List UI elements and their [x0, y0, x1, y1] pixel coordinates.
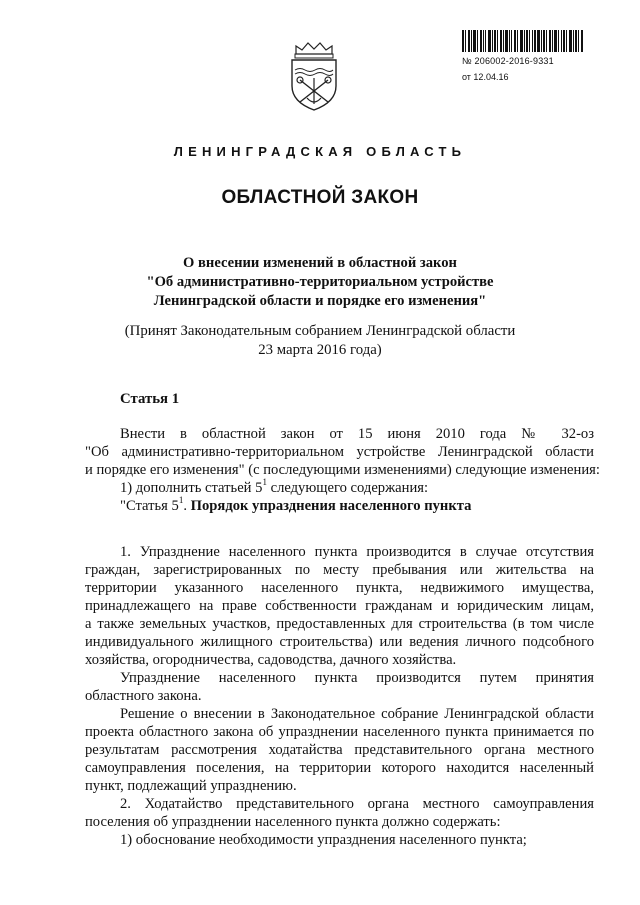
body-line: а также земельных участков, предоставленных для строительства (в том числе [85, 616, 594, 632]
body-line: принадлежащего на праве собственности гражданам и юридическим лицам, [85, 598, 594, 614]
new-article-heading [120, 497, 471, 515]
document-type: ОБЛАСТНОЙ ЗАКОН [221, 187, 419, 208]
amendment-item [120, 479, 428, 497]
barcode-icon [462, 30, 584, 52]
law-title [60, 254, 580, 311]
adoption-line: (Принят Законодательным собранием Ленинградской области [124, 323, 516, 339]
amendment-item-text: следующего содержания: [266, 480, 429, 496]
registration-number: № 206002-2016-9331 [462, 56, 554, 66]
superscript: 1 [178, 495, 184, 506]
body-line: областного закона. [85, 688, 202, 704]
new-article-dot: . [183, 498, 191, 514]
article-heading: Статья 1 [120, 391, 180, 407]
region-name: ЛЕНИНГРАДСКАЯ ОБЛАСТЬ [173, 144, 467, 159]
body-line: 1) обоснование необходимости упразднения населенного пункта; [120, 832, 527, 848]
leningrad-oblast-coat-of-arms-icon [286, 40, 342, 114]
body-line: "Об административно-территориальном устройстве Ленинградской области [85, 444, 594, 460]
law-title-line: О внесении изменений в областной закон [183, 255, 457, 271]
adoption-note [60, 322, 580, 360]
body-line: индивидуального жилищного строительства) или ведения личного подсобного [85, 634, 594, 650]
superscript: 1 [262, 477, 267, 488]
new-article-label: "Статья 5 [120, 498, 179, 514]
body-line: самоуправления поселения, на территории которого находится населенный [85, 760, 594, 776]
law-title-line: Ленинградской области и порядке его изменения" [153, 293, 487, 309]
body-line: Решение о внесении в Законодательное собрание Ленинградской области [120, 706, 594, 722]
body-line: и порядке его изменения" (с последующими изменениями) следующие изменения: [85, 462, 600, 478]
new-article-title: Порядок упразднения населенного пункта [190, 498, 472, 514]
body-line: 1. Упразднение населенного пункта производится в случае отсутствия [120, 544, 594, 560]
body-line: проекта областного закона об упразднении населенного пункта принимается по [85, 724, 594, 740]
amendment-item-text: 1) дополнить статьей 5 [120, 480, 263, 496]
body-line: Упразднение населенного пункта производится путем принятия [120, 670, 594, 686]
body-line: 2. Ходатайство представительного органа местного самоуправления [120, 796, 594, 812]
body-line: хозяйства, огородничества, садоводства, дачного хозяйства. [85, 652, 457, 668]
adoption-line: 23 марта 2016 года) [258, 342, 382, 358]
law-title-line: "Об административно-территориальном устройстве [146, 274, 494, 290]
body-line: Внести в областной закон от 15 июня 2010 года № 32-оз [120, 426, 594, 442]
registration-date: от 12.04.16 [462, 72, 509, 82]
body-line: территории указанного населенного пункта, недвижимого имущества, [85, 580, 594, 596]
body-line: граждан, зарегистрированных по месту пребывания или жительства на [85, 562, 594, 578]
body-line: поселения об упразднении населенного пункта должно содержать: [85, 814, 501, 830]
body-line: пункт, подлежащий упразднению. [85, 778, 297, 794]
body-line: результатам рассмотрения ходатайства представительного органа местного [85, 742, 594, 758]
